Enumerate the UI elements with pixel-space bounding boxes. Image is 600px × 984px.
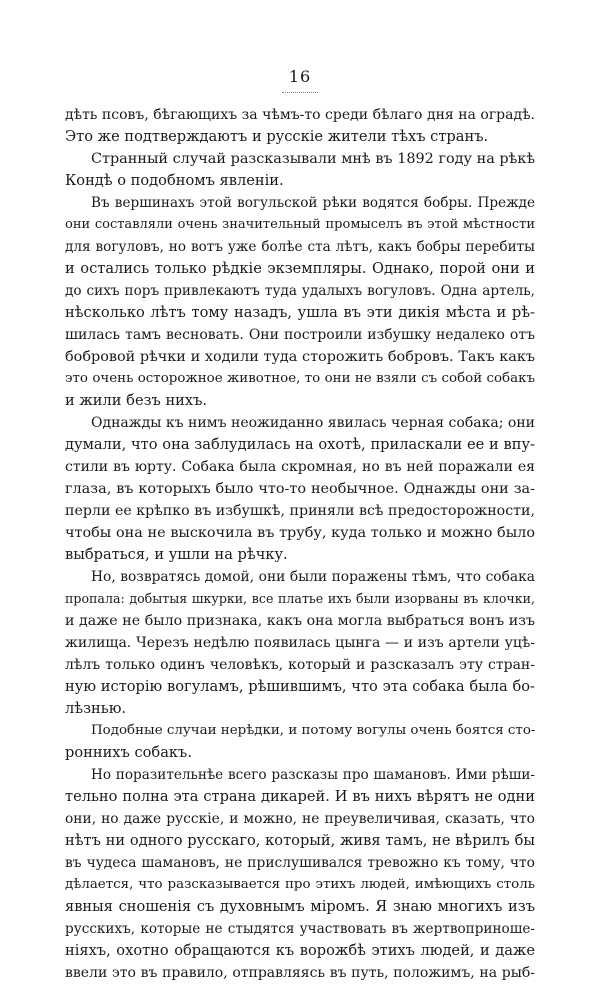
text-line: Однажды къ нимъ неожиданно явилась черная собака; они — [91, 415, 535, 431]
text-line: выбраться, и ушли на рѣчку. — [65, 546, 288, 563]
text-line: это очень осторожное животное, то они не взяли съ собой собакъ — [65, 371, 535, 386]
page-number: 16 — [288, 67, 312, 86]
text-line: Но, возвратясь домой, они были поражены тѣмъ, что собака — [91, 569, 535, 585]
text-line: они, но даже русскіе, и можно, не преувеличивая, сказать, что — [65, 811, 535, 827]
text-line: и даже не было признака, какъ она могла выбраться вонъ изъ — [65, 613, 535, 629]
page-number-rule — [282, 92, 318, 93]
text-line: Въ вершинахъ этой вогульской рѣки водятся бобры. Прежде — [91, 195, 535, 211]
text-line: пропала: добытыя шкурки, все платье ихъ были изорваны въ клочки, — [65, 591, 535, 606]
text-line: въ чудеса шамановъ, не прислушивался тревожно къ тому, что — [65, 855, 535, 871]
text-line: и остались только рѣдкіе экземпляры. Однако, порой они и — [65, 260, 535, 277]
text-line: до сихъ поръ привлекаютъ туда удалыхъ вогуловъ. Одна артель, — [65, 283, 535, 299]
text-line: Странный случай разсказывали мнѣ въ 1892 году на рѣкѣ — [91, 151, 535, 167]
text-line: Это же подтверждаютъ и русскіе жители тѣхъ странъ. — [65, 128, 489, 145]
text-line: ніяхъ, охотно обращаются къ ворожбѣ этихъ людей, и даже — [65, 942, 535, 959]
text-line: ную исторію вогуламъ, рѣшившимъ, что эта собака была бо- — [65, 678, 535, 695]
text-line: глаза, въ которыхъ было что-то необычное. Однажды они за- — [65, 481, 535, 497]
text-line: и жили безъ нихъ. — [65, 392, 208, 409]
text-line: нѣсколько лѣтъ тому назадъ, ушла въ эти дикія мѣста и рѣ- — [65, 304, 535, 321]
text-line: Но поразительнѣе всего разсказы про шамановъ. Ими рѣши- — [91, 767, 535, 783]
page-text — [65, 104, 535, 984]
text-line: бобровой рѣчки и ходили туда сторожить бобровъ. Такъ какъ — [65, 349, 535, 365]
text-line: явныя сношенія съ духовнымъ міромъ. Я знаю многихъ изъ — [65, 898, 535, 915]
text-line: перли ее крѣпко въ избушкѣ, приняли всѣ предосторожности, — [65, 503, 535, 519]
text-line: русскихъ, которые не стыдятся участвовать въ жертвоприноше- — [65, 921, 535, 937]
text-line: дѣлается, что разсказывается про этихъ людей, имѣющихъ столь — [65, 877, 535, 892]
text-line: лѣзнью. — [65, 700, 127, 717]
text-line: стили въ юрту. Собака была скромная, но въ ней поражали ея — [65, 459, 535, 475]
text-line: чтобы она не выскочила въ трубу, куда только и можно было — [65, 525, 535, 541]
text-line: нѣтъ ни одного русскаго, который, живя тамъ, не вѣрилъ бы — [65, 832, 535, 849]
text-line: они составляли очень значительный промыселъ въ этой мѣстности — [65, 217, 535, 232]
text-line: тельно полна эта страна дикарей. И въ нихъ вѣрятъ не одни — [65, 788, 535, 805]
text-line: для вогуловъ, но вотъ уже болѣе ста лѣтъ, какъ бобры перебиты — [65, 239, 535, 255]
text-line: лѣлъ только одинъ человѣкъ, который и разсказалъ эту стран- — [65, 657, 535, 673]
text-line: дѣть псовъ, бѣгающихъ за чѣмъ-то среди бѣлаго дня на оградѣ. — [65, 107, 535, 123]
text-line: роннихъ собакъ. — [65, 744, 192, 761]
text-line: жилища. Черезъ недѣлю появилась цынга — и изъ артели уцѣ- — [65, 635, 535, 651]
text-line: шилась тамъ весновать. Они построили избушку недалеко отъ — [65, 327, 535, 343]
text-line: Кондѣ о подобномъ явленіи. — [65, 172, 284, 189]
text-line: думали, что она заблудилась на охотѣ, приласкали ее и впу- — [65, 436, 535, 453]
text-line: Подобные случаи нерѣдки, и потому вогулы очень боятся сто- — [91, 723, 535, 738]
text-line: ввели это въ правило, отправляясь въ путь, положимъ, на рыб- — [65, 965, 535, 981]
